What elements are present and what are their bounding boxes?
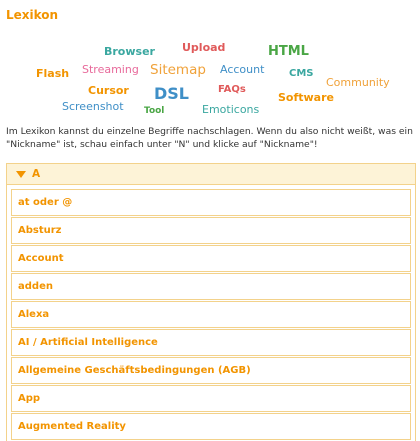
page-title: Lexikon [6,8,59,22]
tag-cursor[interactable]: Cursor [88,84,129,97]
tag-upload[interactable]: Upload [182,41,226,54]
term-item[interactable]: Allgemeine Geschäftsbedingungen (AGB) [11,357,411,384]
tag-html[interactable]: HTML [268,44,309,59]
term-item[interactable]: Account [11,245,411,272]
tag-faqs[interactable]: FAQs [218,84,246,95]
section-header-a[interactable] [7,164,415,185]
tag-browser[interactable]: Browser [104,45,155,58]
tag-cloud [0,36,420,122]
tag-software[interactable]: Software [278,91,334,104]
caret-down-icon [16,171,26,178]
tag-sitemap[interactable]: Sitemap [150,62,206,78]
lexikon-accordion [6,163,416,441]
tag-tool[interactable]: Tool [144,106,165,116]
tag-emoticons[interactable]: Emoticons [202,103,260,116]
term-item[interactable]: Absturz [11,217,411,244]
tag-community[interactable]: Community [326,76,390,89]
tag-screenshot[interactable]: Screenshot [62,100,124,113]
term-item[interactable]: Alexa [11,301,411,328]
tag-account[interactable]: Account [220,63,265,76]
term-item[interactable]: App [11,385,411,412]
tag-cms[interactable]: CMS [289,68,314,79]
tag-flash[interactable]: Flash [36,67,70,80]
section-letter: A [32,168,41,180]
term-item[interactable]: AI / Artificial Intelligence [11,329,411,356]
term-item[interactable]: Augmented Reality [11,413,411,440]
tag-dsl[interactable]: DSL [154,84,189,103]
tag-streaming[interactable]: Streaming [82,63,139,76]
intro-text: Im Lexikon kannst du einzelne Begriffe nachschlagen. Wenn du also nicht weißt, was ein "Nickname" ist, schau einfach unter "N" und klicke auf "Nickname"! [6,126,413,150]
term-list [7,185,415,440]
term-item[interactable]: adden [11,273,411,300]
term-item[interactable]: at oder @ [11,189,411,216]
